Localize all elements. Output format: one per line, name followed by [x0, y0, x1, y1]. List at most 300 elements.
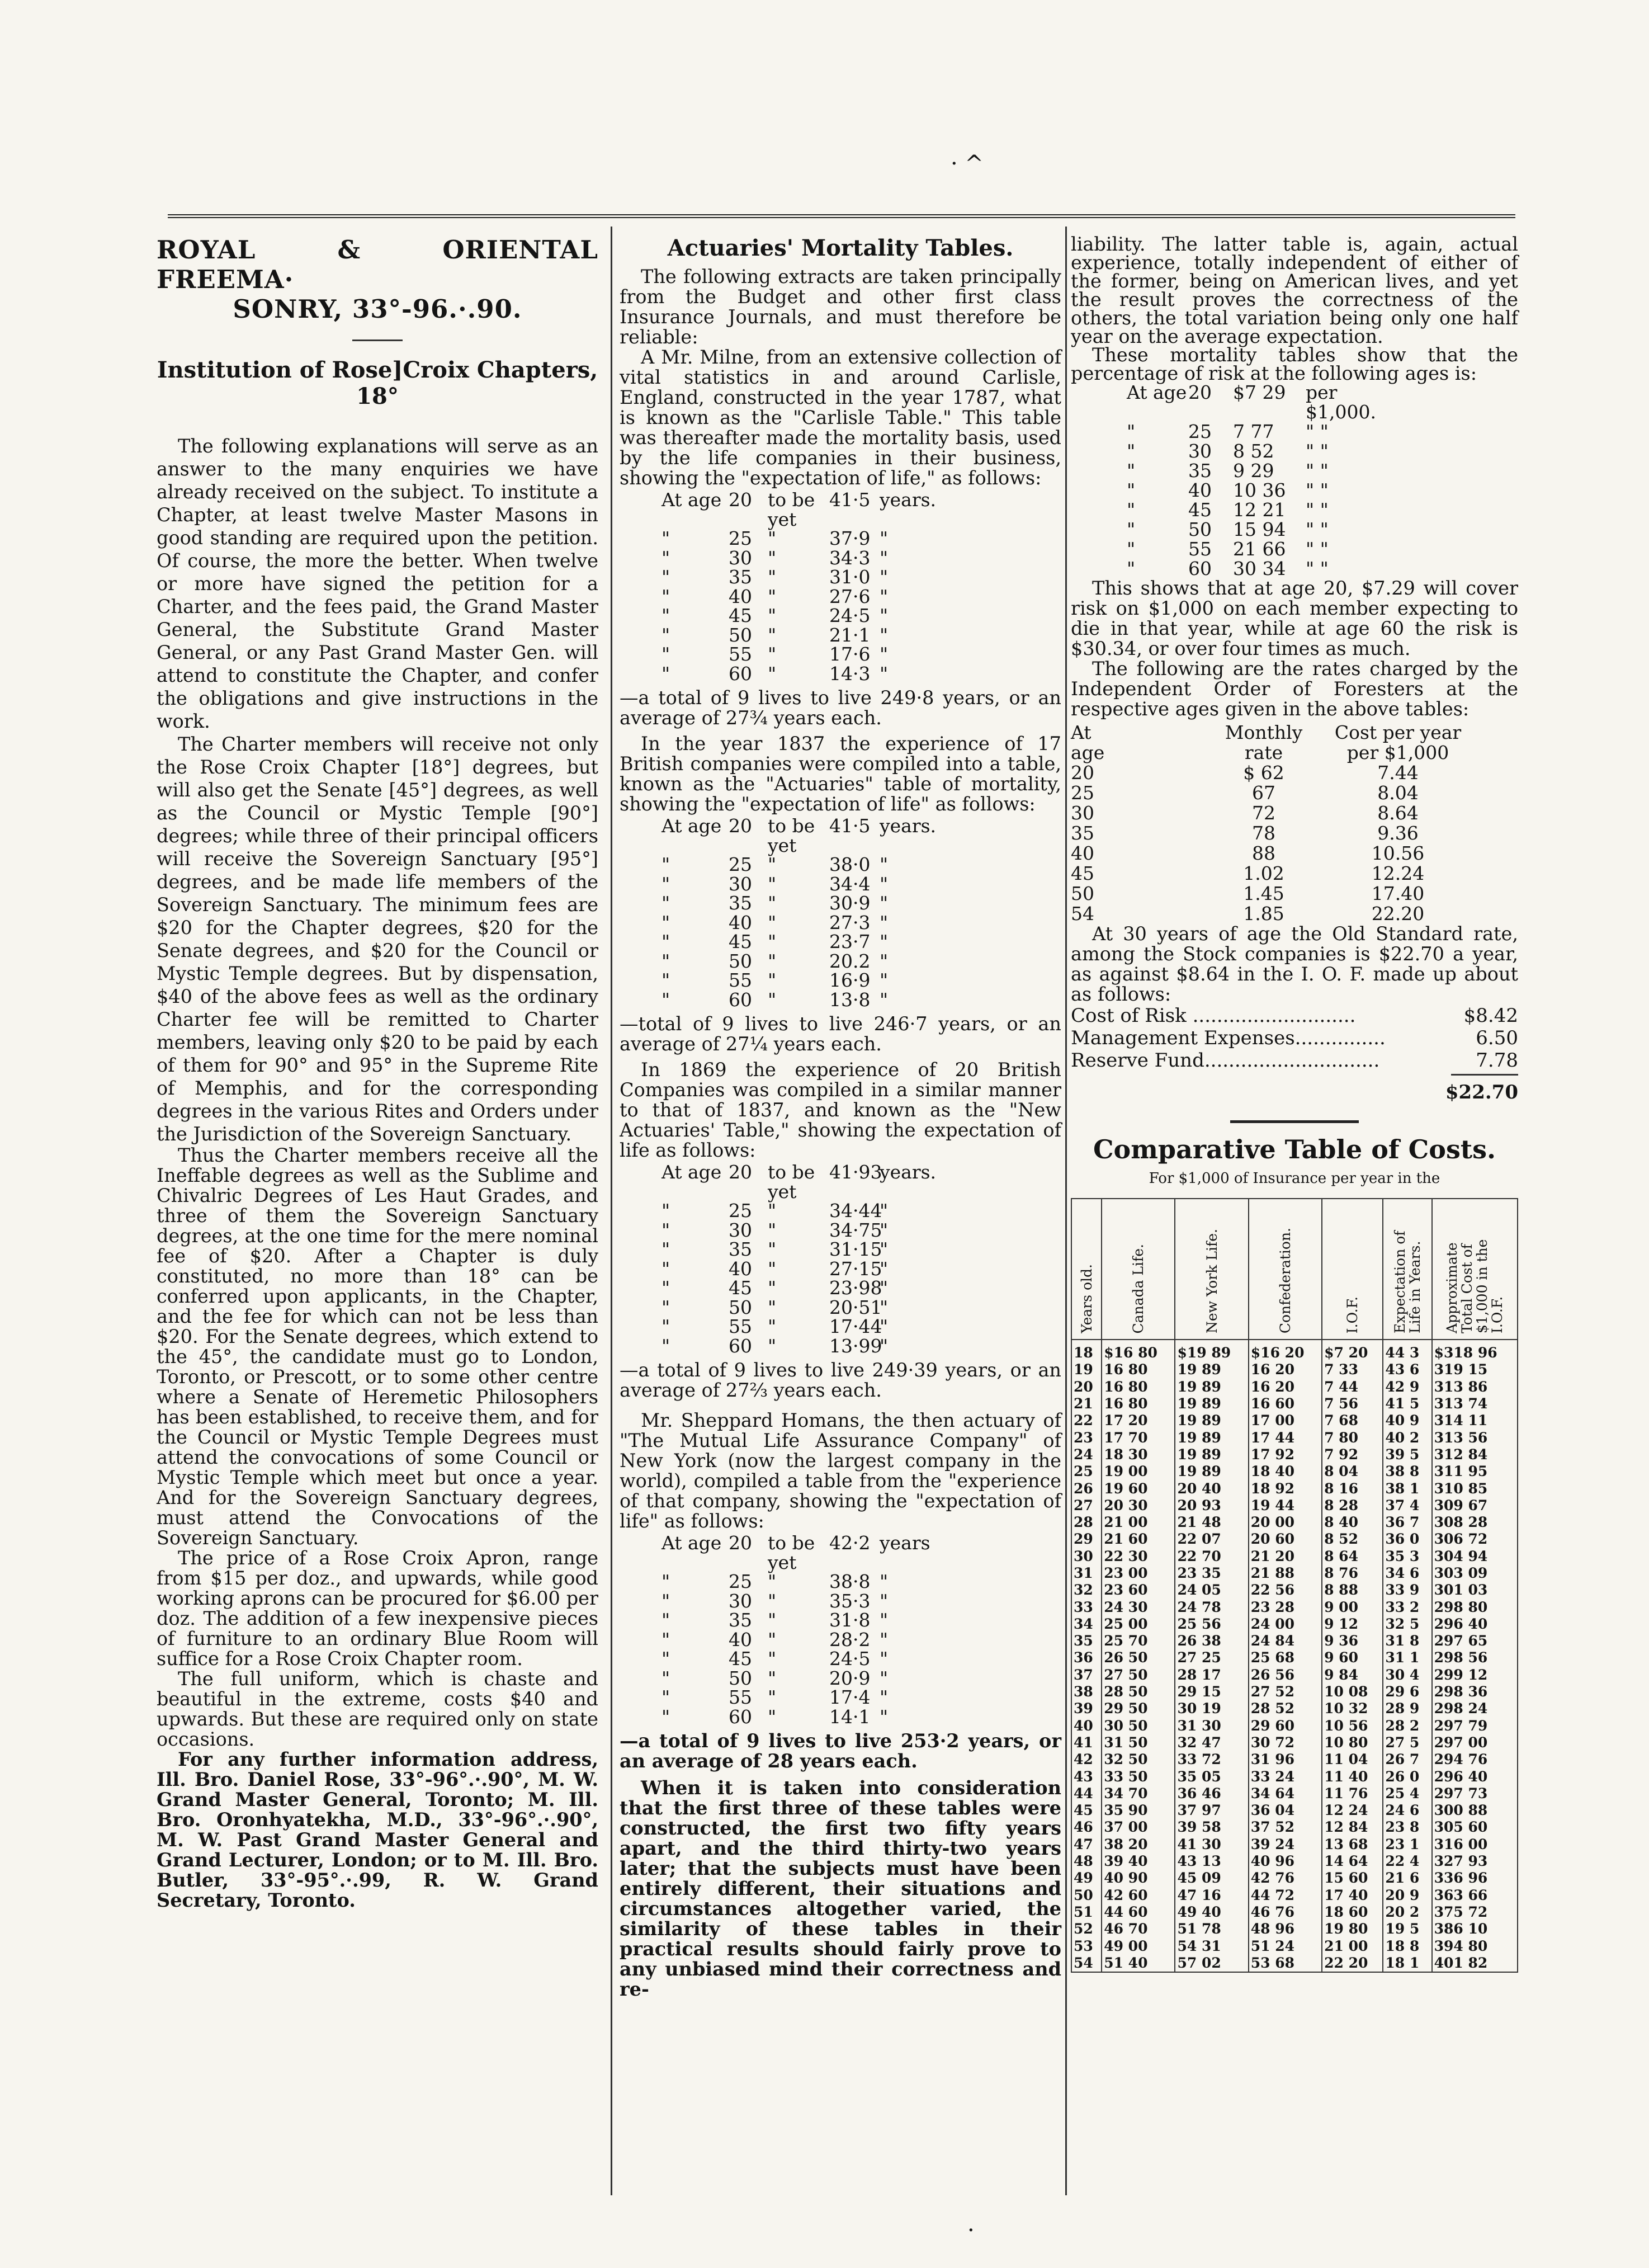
table-cell: 25: [1071, 1463, 1102, 1480]
expectation-row-cell: ": [768, 1257, 777, 1280]
foresters-row-cell: 25: [1071, 782, 1094, 804]
table-cell: 296 40: [1432, 1768, 1518, 1785]
expectation-row-cell: ": [880, 1705, 889, 1728]
expectation-row-cell: 20·9: [829, 1667, 871, 1689]
cost-label: Cost of Risk ...........................: [1071, 1005, 1356, 1027]
paragraph: Mr. Sheppard Homans, the then actuary of "The Mutual Life Assurance Company" of New York (now the largest company in the world), compiled a table from the "experience of that company, showing the "expectation of life" as follows:: [620, 1409, 1061, 1532]
expectation-row-cell: 30: [729, 873, 752, 895]
expectation-row-cell: ": [880, 624, 889, 646]
table-cell: 23: [1071, 1429, 1102, 1446]
column-header-label: New York Life.: [1203, 1228, 1220, 1333]
expectation-row-cell: ": [662, 1200, 670, 1222]
table-cell: 50: [1071, 1887, 1102, 1904]
table-row: [1071, 1531, 1518, 1548]
table-cell: 21 48: [1175, 1514, 1248, 1531]
table-cell: 45: [1071, 1802, 1102, 1819]
expectation-row-cell: 60: [729, 1335, 752, 1357]
expectation-row-cell: ": [662, 605, 670, 626]
table-cell: 8 76: [1322, 1565, 1383, 1582]
table-cell: 27 50: [1102, 1667, 1175, 1684]
table-row: [1071, 1548, 1518, 1565]
foresters-row: [1071, 904, 1518, 924]
risk-rate-row-cell: 20: [1188, 381, 1212, 403]
table-cell: 18 92: [1249, 1480, 1322, 1497]
cost-value: 6.50: [1476, 1027, 1518, 1049]
risk-rate-row-cell: 40: [1188, 479, 1212, 501]
expectation-row-cell: ": [768, 1705, 777, 1728]
expectation-row-cell: ": [662, 643, 670, 665]
table-row: [1071, 1463, 1518, 1480]
expectation-row-cell: ": [768, 1219, 777, 1241]
table-cell: 19 60: [1102, 1480, 1175, 1497]
table-cell: 35 90: [1102, 1802, 1175, 1819]
comparative-table-title: Comparative Table of Costs.: [1093, 1134, 1496, 1164]
expectation-row: [662, 1201, 1061, 1221]
table-cell: 49 00: [1102, 1937, 1175, 1954]
expectation-row-cell: ": [662, 931, 670, 953]
paragraph: The full uniform, which is chaste and beautiful in the extreme, costs $40 and upwards. But these are required only on state occasions.: [157, 1668, 598, 1750]
risk-rate-row-cell: per $1,000.: [1306, 381, 1376, 423]
table-cell: 23 35: [1175, 1565, 1248, 1582]
table-cell: 40 96: [1249, 1853, 1322, 1870]
table-cell: 26 50: [1102, 1649, 1175, 1666]
table-cell: 40 90: [1102, 1870, 1175, 1887]
expectation-row: [662, 546, 1061, 569]
table-row: [1071, 1802, 1518, 1819]
risk-rate-row-cell: " ": [1306, 499, 1329, 521]
table-cell: 32 5: [1383, 1616, 1431, 1633]
table-cell: 37 4: [1383, 1497, 1431, 1514]
table-cell: 301 03: [1432, 1582, 1518, 1599]
table-cell: 41 5: [1383, 1395, 1431, 1412]
expectation-row-cell: ": [880, 605, 889, 626]
article-title-line2: SONRY, 33°-96.·.90.: [233, 294, 522, 324]
expectation-row-cell: 50: [729, 950, 752, 972]
risk-rate-row-cell: 60: [1188, 558, 1212, 579]
article-title-line1: ROYAL & ORIENTAL FREEMA·: [157, 235, 598, 294]
table-cell: $7 20: [1322, 1340, 1383, 1361]
expectation-row-cell: 25: [729, 854, 752, 875]
expectation-row-cell: ": [768, 950, 777, 972]
expectation-row: [662, 626, 1061, 645]
expectation-row-cell: ": [768, 546, 777, 569]
expectation-row-cell: 30: [729, 546, 752, 569]
foresters-header-row-cell: per $1,000: [1346, 742, 1449, 763]
table-cell: 38 1: [1383, 1480, 1431, 1497]
expectation-row-cell: ": [880, 950, 889, 972]
table-cell: 30 72: [1249, 1734, 1322, 1751]
table-cell: 386 10: [1432, 1921, 1518, 1937]
foresters-header-row-cell: age: [1071, 742, 1105, 763]
table-cell: 28 50: [1102, 1684, 1175, 1700]
table-row: [1071, 1514, 1518, 1531]
expectation-row-cell: 20.2: [829, 950, 871, 972]
foresters-row-cell: 1.02: [1243, 862, 1284, 884]
paragraph: The price of a Rose Croix Apron, range from $15 per doz., and upwards, while good working aprons can be procured for $6.00 per doz. The addition of a few inexpensive pieces of furniture to an ordinary Blue Room will suffice for a Rose Croix Chapter room.: [157, 1547, 598, 1670]
foresters-row-cell: 7.44: [1377, 762, 1419, 784]
table-cell: 26 7: [1383, 1751, 1431, 1768]
column-header: [1102, 1199, 1175, 1340]
table-cell: 51 40: [1102, 1955, 1175, 1972]
table-cell: 48 96: [1249, 1921, 1322, 1937]
expectation-row-cell: 35: [729, 1609, 752, 1631]
table-cell: 35: [1071, 1633, 1102, 1649]
expectation-row-cell: At age: [662, 489, 722, 511]
expectation-row: [662, 529, 1061, 549]
expectation-row-cell: ": [662, 1219, 670, 1241]
expectation-row-cell: ": [880, 988, 889, 1011]
paragraph: liability. The latter table is, again, actual experience, totally independent of either of the former, being on American lives, and yet the result proves the correctness of the others, the total variation being only one half year on the average expectation.: [1071, 233, 1518, 347]
paragraph: The following explanations will serve as an answer to the many enquiries we have already received on the subject. To institute a Chapter, at least twelve Master Masons in good standing are required upon the petition. Of course, the more the better. When twelve or more have signed the petition for a Charter, and the fees paid, the Grand Master General, the Substitute Grand Master General, or any Past Grand Master Gen. will attend to constitute the Chapter, and confer the obligations and give instructions in the work.: [157, 435, 598, 732]
table-cell: 31 1: [1383, 1649, 1431, 1666]
table-cell: 13 68: [1322, 1836, 1383, 1853]
table-cell: 312 84: [1432, 1446, 1518, 1463]
expectation-row-cell: ": [768, 1648, 777, 1670]
table-cell: 42: [1071, 1751, 1102, 1768]
table-cell: 22 70: [1175, 1548, 1248, 1565]
expectation-row-cell: At age: [662, 1161, 722, 1183]
table-cell: 16 80: [1102, 1395, 1175, 1412]
risk-rate-row-cell: 21 66: [1233, 538, 1286, 560]
expectation-row: [662, 1705, 1061, 1728]
table-cell: 17 00: [1249, 1412, 1322, 1429]
table-cell: 26: [1071, 1480, 1102, 1497]
table-cell: 25 56: [1175, 1616, 1248, 1633]
table-cell: 54: [1071, 1955, 1102, 1972]
expectation-row-cell: 50: [729, 624, 752, 646]
expectation-row-cell: 30: [729, 1590, 752, 1612]
table-cell: 22 07: [1175, 1531, 1248, 1548]
expectation-row-cell: ": [662, 624, 670, 646]
table-cell: 23 60: [1102, 1582, 1175, 1599]
table-cell: 305 60: [1432, 1819, 1518, 1836]
expectation-row-cell: ": [768, 1238, 777, 1260]
table-cell: 18 40: [1249, 1463, 1322, 1480]
table-cell: 19 89: [1175, 1395, 1248, 1412]
table-cell: 8 88: [1322, 1582, 1383, 1599]
risk-rate-row-cell: ": [1127, 479, 1136, 501]
foresters-row-cell: 35: [1071, 822, 1094, 844]
table-cell: 23 8: [1383, 1819, 1431, 1836]
expectation-row-cell: 40: [729, 1628, 752, 1651]
table-cell: 47: [1071, 1836, 1102, 1853]
table-row: [1071, 1684, 1518, 1700]
expectation-row-cell: ": [880, 1609, 889, 1631]
table-cell: 363 66: [1432, 1887, 1518, 1904]
foresters-row-cell: 67: [1252, 782, 1275, 804]
expectation-row-cell: ": [662, 988, 670, 1011]
table-cell: 39 5: [1383, 1446, 1431, 1463]
expectation-row-cell: 60: [729, 1705, 752, 1728]
foresters-row: [1071, 763, 1518, 783]
foresters-header-row-cell: Cost per year: [1334, 722, 1462, 743]
column-header-label: Expectation of Life in Years.: [1391, 1230, 1423, 1333]
foresters-header-row-cell: Monthly: [1225, 722, 1303, 743]
expectation-row-cell: 27·6: [829, 585, 871, 607]
table-cell: 54 31: [1175, 1937, 1248, 1954]
expectation-row-cell: ": [768, 1590, 777, 1612]
table-cell: 31 30: [1175, 1718, 1248, 1734]
table-cell: 28 2: [1383, 1718, 1431, 1734]
expectation-row-cell: 40: [729, 911, 752, 933]
table-cell: 44 3: [1383, 1340, 1431, 1361]
expectation-row-cell: ": [768, 892, 777, 914]
table-cell: 20 40: [1175, 1480, 1248, 1497]
expectation-row-cell: ": [768, 1296, 777, 1318]
table-cell: 7 80: [1322, 1429, 1383, 1446]
expectation-row: [662, 491, 1061, 529]
table-cell: 32: [1071, 1582, 1102, 1599]
table-cell: 34 64: [1249, 1785, 1322, 1802]
table-cell: 32 47: [1175, 1734, 1248, 1751]
table-cell: $16 80: [1102, 1340, 1175, 1361]
expectation-row-cell: ": [768, 624, 777, 646]
table-cell: 24: [1071, 1446, 1102, 1463]
expectation-row-cell: ": [662, 1628, 670, 1651]
expectation-row-cell: 60: [729, 662, 752, 685]
expectation-row-cell: 41·5: [829, 489, 871, 511]
table-cell: 51: [1071, 1904, 1102, 1921]
column-header-label: Years old.: [1078, 1264, 1095, 1333]
expectation-row-cell: ": [880, 931, 889, 953]
table-cell: 10 56: [1322, 1718, 1383, 1734]
expectation-row-cell: to be yet: [768, 1161, 815, 1203]
paragraph: These mortality tables show that the percentage of risk at the following ages is:: [1071, 344, 1518, 384]
risk-rate-row-cell: " ": [1306, 479, 1329, 501]
table-row: [1071, 1819, 1518, 1836]
expectation-row-cell: 27·15: [829, 1257, 882, 1280]
column-comparative-costs: [1071, 235, 1518, 1973]
table-cell: 300 88: [1432, 1802, 1518, 1819]
table-row: [1071, 1565, 1518, 1582]
expectation-row-cell: 31·15: [829, 1238, 882, 1260]
table-cell: 19: [1071, 1361, 1102, 1378]
table-cell: 9 60: [1322, 1649, 1383, 1666]
foresters-header-row-cell: At: [1071, 722, 1092, 743]
risk-rate-row-cell: ": [1127, 518, 1136, 540]
foresters-header-row-cell: rate: [1244, 742, 1283, 763]
expectation-row-cell: 20·51: [829, 1296, 882, 1318]
table-cell: 20: [1071, 1379, 1102, 1395]
expectation-row-cell: ": [662, 911, 670, 933]
risk-rate-row-cell: 12 21: [1233, 499, 1286, 521]
table-cell: 18 30: [1102, 1446, 1175, 1463]
expectation-row-cell: ": [662, 1315, 670, 1337]
expectation-row-cell: ": [662, 566, 670, 588]
table-row: [1071, 1836, 1518, 1853]
table-cell: 40 9: [1383, 1412, 1431, 1429]
table-cell: 21 6: [1383, 1870, 1431, 1887]
table-cell: 19 89: [1175, 1446, 1248, 1463]
expectation-row-cell: 31·0: [829, 566, 871, 588]
risk-rate-row-cell: ": [1127, 440, 1136, 462]
expectation-row-cell: ": [768, 585, 777, 607]
table-cell: 22 4: [1383, 1853, 1431, 1870]
expectation-row: [662, 1240, 1061, 1260]
expectation-row-cell: 23·98: [829, 1277, 882, 1299]
table-row: [1071, 1955, 1518, 1972]
expectation-row: [662, 894, 1061, 913]
foresters-row-cell: $ 62: [1243, 762, 1284, 784]
risk-rate-row: [1127, 461, 1518, 480]
expectation-row-cell: 35: [729, 1238, 752, 1260]
foresters-header-row: [1071, 743, 1518, 763]
table-row: [1071, 1412, 1518, 1429]
expectation-row-cell: ": [880, 546, 889, 569]
expectation-row-cell: ": [662, 662, 670, 685]
table-cell: 27 25: [1175, 1649, 1248, 1666]
table-cell: 8 64: [1322, 1548, 1383, 1565]
table-cell: 29 6: [1383, 1684, 1431, 1700]
column-header: [1175, 1199, 1248, 1340]
table-cell: 30 4: [1383, 1667, 1431, 1684]
expectation-row-cell: ": [880, 854, 889, 875]
table-row: [1071, 1582, 1518, 1599]
expectation-row-cell: ": [880, 662, 889, 685]
table-cell: 24 30: [1102, 1599, 1175, 1615]
table-cell: 25 4: [1383, 1785, 1431, 1802]
expectation-row-cell: 55: [729, 969, 752, 991]
table-cell: 21 60: [1102, 1531, 1175, 1548]
risk-rate-row: [1127, 422, 1518, 441]
expectation-row-cell: ": [768, 1609, 777, 1631]
table-cell: 375 72: [1432, 1904, 1518, 1921]
foresters-row-cell: 78: [1252, 822, 1275, 844]
actuaries-table: [662, 817, 1061, 1010]
column-header-label: I.O.F.: [1344, 1296, 1361, 1333]
expectation-row-cell: ": [880, 1590, 889, 1612]
table-cell: 26 38: [1175, 1633, 1248, 1649]
header-rule: [168, 214, 1515, 218]
article-subtitle: Institution of Rose]Croix Chapters, 18°: [157, 357, 598, 409]
expectation-row-cell: At age: [662, 815, 722, 837]
expectation-row-cell: ": [662, 1667, 670, 1689]
table-cell: 43 6: [1383, 1361, 1431, 1378]
table-cell: 34: [1071, 1616, 1102, 1633]
expectation-row-cell: ": [880, 1219, 889, 1241]
table-cell: 8 04: [1322, 1463, 1383, 1480]
column-rule-2: [1065, 227, 1067, 2195]
table-cell: 24 84: [1249, 1633, 1322, 1649]
expectation-row-cell: years.: [880, 489, 937, 511]
table-cell: 308 28: [1432, 1514, 1518, 1531]
table-cell: 313 56: [1432, 1429, 1518, 1446]
table-cell: 29 15: [1175, 1684, 1248, 1700]
risk-rate-row: [1127, 520, 1518, 539]
foresters-row-cell: 8.04: [1377, 782, 1419, 804]
table-cell: 19 89: [1175, 1361, 1248, 1378]
table-cell: 327 93: [1432, 1853, 1518, 1870]
expectation-row-cell: ": [662, 546, 670, 569]
paragraph: In 1869 the experience of 20 British Companies was compiled in a similar manner to that of 1837, and known as the "New Actuaries' Table," showing the expectation of life as follows:: [620, 1059, 1061, 1161]
section-divider: [1230, 1120, 1359, 1123]
expectation-row-cell: ": [880, 566, 889, 588]
expectation-row-cell: ": [880, 1200, 889, 1222]
expectation-row-cell: 25: [729, 527, 752, 549]
table-cell: 401 82: [1432, 1955, 1518, 1972]
table-cell: 37 97: [1175, 1802, 1248, 1819]
risk-rate-row-cell: 55: [1188, 538, 1212, 560]
table-cell: 7 92: [1322, 1446, 1383, 1463]
risk-rate-row-cell: " ": [1306, 538, 1329, 560]
risk-rate-row: [1127, 500, 1518, 520]
table-cell: 42 60: [1102, 1887, 1175, 1904]
risk-rate-row: [1127, 539, 1518, 559]
table-cell: 11 04: [1322, 1751, 1383, 1768]
table-row: [1071, 1340, 1518, 1361]
table-cell: 40 2: [1383, 1429, 1431, 1446]
new-actuaries-table: [662, 1163, 1061, 1356]
expectation-row-cell: ": [880, 1296, 889, 1318]
expectation-row-cell: 55: [729, 1315, 752, 1337]
table-cell: 42 76: [1249, 1870, 1322, 1887]
expectation-row-cell: ": [768, 1335, 777, 1357]
risk-rate-row-cell: 30: [1188, 440, 1212, 462]
risk-rate-row-cell: 7 77: [1233, 421, 1274, 442]
table-cell: 36 46: [1175, 1785, 1248, 1802]
table-cell: 17 20: [1102, 1412, 1175, 1429]
foresters-row-cell: 17.40: [1371, 883, 1425, 904]
expectation-row-cell: ": [768, 662, 777, 685]
risk-rate-row-cell: " ": [1306, 558, 1329, 579]
expectation-row-cell: ": [768, 931, 777, 953]
expectation-row-cell: ": [662, 1648, 670, 1670]
expectation-row-cell: ": [662, 1571, 670, 1592]
table-cell: 41 30: [1175, 1836, 1248, 1853]
table-cell: 9 12: [1322, 1616, 1383, 1633]
expectation-row: [662, 952, 1061, 972]
paragraph: —a total of 9 lives to live 249·8 years, or an average of 27¾ years each.: [620, 687, 1061, 729]
risk-rate-row-cell: 35: [1188, 460, 1212, 482]
table-cell: 36 04: [1249, 1802, 1322, 1819]
expectation-row-cell: 34·75: [829, 1219, 882, 1241]
risk-rate-row-cell: ": [1127, 558, 1136, 579]
table-cell: 47 16: [1175, 1887, 1248, 1904]
risk-rate-row-cell: 8 52: [1233, 440, 1274, 462]
expectation-row-cell: 34·4: [829, 873, 871, 895]
table-cell: 21 00: [1322, 1937, 1383, 1954]
table-cell: 22: [1071, 1412, 1102, 1429]
table-row: [1071, 1480, 1518, 1497]
table-cell: 20 00: [1249, 1514, 1322, 1531]
table-cell: 298 56: [1432, 1649, 1518, 1666]
table-row: [1071, 1887, 1518, 1904]
table-cell: 19 5: [1383, 1921, 1431, 1937]
table-cell: 9 84: [1322, 1667, 1383, 1684]
expectation-row-cell: ": [662, 873, 670, 895]
expectation-row-cell: 55: [729, 643, 752, 665]
table-cell: 23 28: [1249, 1599, 1322, 1615]
expectation-row-cell: 38·8: [829, 1571, 871, 1592]
table-cell: 26 56: [1249, 1667, 1322, 1684]
table-cell: 319 15: [1432, 1361, 1518, 1378]
table-cell: 44 72: [1249, 1887, 1322, 1904]
table-cell: 37: [1071, 1667, 1102, 1684]
risk-rate-row-cell: " ": [1306, 440, 1329, 462]
expectation-row: [662, 1257, 1061, 1280]
table-cell: 17 40: [1322, 1887, 1383, 1904]
risk-rate-row-cell: 25: [1188, 421, 1212, 442]
table-cell: 8 52: [1322, 1531, 1383, 1548]
table-cell: 9 00: [1322, 1599, 1383, 1615]
table-cell: 297 00: [1432, 1734, 1518, 1751]
expectation-row-cell: ": [768, 605, 777, 626]
expectation-row-cell: ": [768, 566, 777, 588]
expectation-row: [662, 988, 1061, 1011]
foresters-row-cell: 54: [1071, 903, 1094, 925]
table-row: [1071, 1379, 1518, 1395]
table-cell: 34 6: [1383, 1565, 1431, 1582]
